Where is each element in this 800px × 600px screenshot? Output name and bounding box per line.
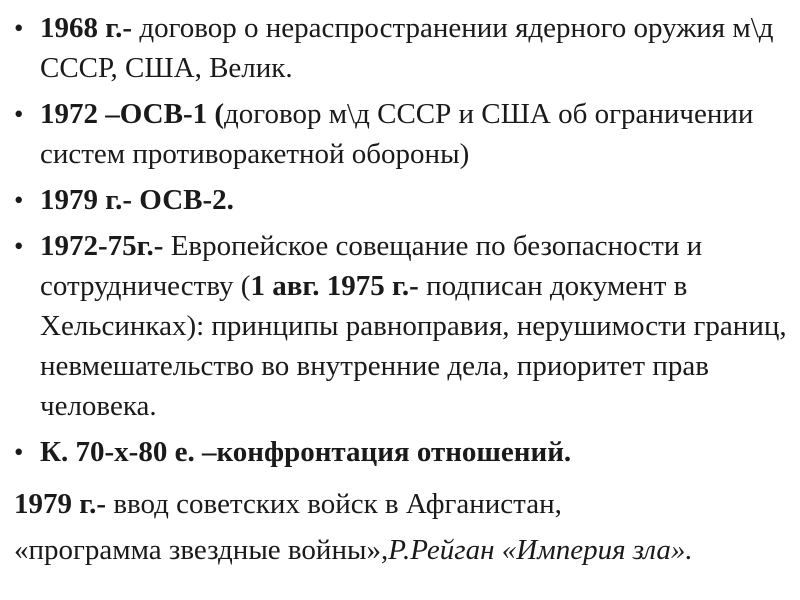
afghanistan-line xyxy=(14,484,562,524)
bullet-bold: 1979 г.- ОСВ-2. xyxy=(40,184,234,216)
bullet-bold: 1968 г.- xyxy=(40,12,133,44)
afghanistan-year: 1979 г.- xyxy=(14,488,107,520)
bullet-item-confrontation xyxy=(12,432,797,472)
star-wars-text: «программа звездные войны», xyxy=(14,534,389,566)
bullet-bold: 1972-75г.- xyxy=(40,230,164,262)
bullet-plain: Европейское совещание по безопасности и сотрудничеству ( xyxy=(40,230,703,302)
afghanistan-text: ввод советских войск в Афганистан, xyxy=(106,488,562,520)
bullet-plain: договор о нераспространении ядерного оружия м\д СССР, США, Велик. xyxy=(40,12,774,84)
bullet-bold-date: 1 авг. 1975 г.- xyxy=(250,270,419,302)
bullet-plain-2: подписан документ в Хельсинках): принципы равноправия, нерушимости границ, невмешательство во внутренние дела, приоритет прав человека. xyxy=(40,270,787,422)
bullet-bold: 1972 –ОСВ-1 ( xyxy=(40,98,225,130)
bullet-text xyxy=(40,94,797,174)
bullet-plain: договор м\д СССР и США об ограничении систем противоракетной обороны) xyxy=(40,98,754,170)
bullet-list xyxy=(12,8,797,478)
bullet-item-osv1 xyxy=(12,94,797,174)
star-wars-line xyxy=(14,530,693,570)
bullet-item-osv2 xyxy=(12,180,797,220)
bullet-marker: • xyxy=(14,437,24,467)
bullet-marker: • xyxy=(14,13,24,43)
bullet-item-1968 xyxy=(12,8,797,88)
bullet-marker: • xyxy=(14,185,24,215)
bullet-marker: • xyxy=(14,231,24,261)
bullet-text xyxy=(40,180,797,220)
bullet-text xyxy=(40,226,797,426)
bullet-bold: К. 70-х-80 е. –конфронтация отношений. xyxy=(40,436,572,468)
bullet-text xyxy=(40,8,797,88)
bullet-item-helsinki xyxy=(12,226,797,426)
reagan-quote: Р.Рейган «Империя зла». xyxy=(388,534,693,566)
bullet-marker: • xyxy=(14,99,24,129)
bullet-text xyxy=(40,432,797,472)
